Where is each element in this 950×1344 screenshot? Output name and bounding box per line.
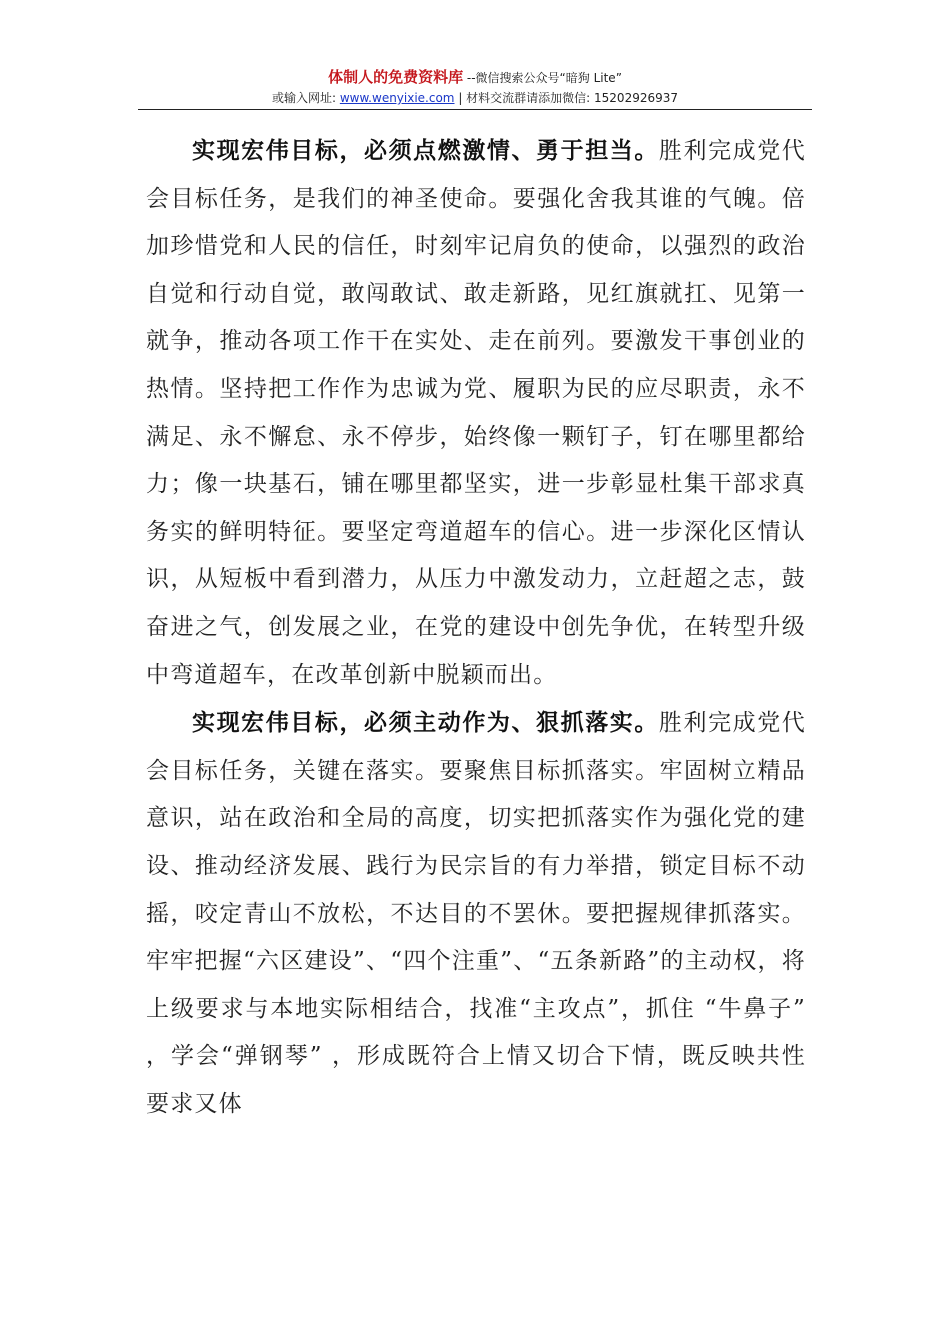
- header-line-2: [138, 88, 812, 108]
- document-body: [146, 127, 806, 1128]
- page-header: [138, 66, 812, 110]
- header-url-prefix: 或输入网址:: [271, 91, 340, 105]
- header-brand: 体制人的免费资料库: [328, 68, 464, 86]
- paragraph-2-lead: 实现宏伟目标，必须主动作为、狠抓落实。: [192, 709, 659, 737]
- paragraph-2: [146, 699, 806, 1128]
- paragraph-1: [146, 127, 806, 699]
- header-url-link[interactable]: www.wenyixie.com: [339, 91, 455, 105]
- paragraph-1-body: 胜利完成党代会目标任务，是我们的神圣使命。要强化舍我其谁的气魄。倍加珍惜党和人民的信任，时刻牢记肩负的使命，以强烈的政治自觉和行动自觉，敢闯敢试、敢走新路，见红旗就扛、见第一就争，推动各项工作干在实处、走在前列。要激发干事创业的热情。坚持把工作作为忠诚为党、履职为民的应尽职责，永不满足、永不懈怠、永不停步，始终像一颗钉子，钉在哪里都给力；像一块基石，铺在哪里都坚实，进一步彰显杜集干部求真务实的鲜明特征。要坚定弯道超车的信心。进一步深化区情认识，从短板中看到潜力，从压力中激发动力，立赶超之志，鼓奋进之气，创发展之业，在党的建设中创先争优，在转型升级中弯道超车，在改革创新中脱颖而出。: [146, 138, 806, 688]
- header-line-1: [138, 66, 812, 88]
- paragraph-2-body: 胜利完成党代会目标任务，关键在落实。要聚焦目标抓落实。牢固树立精品意识，站在政治和全局的高度，切实把抓落实作为强化党的建设、推动经济发展、践行为民宗旨的有力举措，锁定目标不动摇，咬定青山不放松，不达目的不罢休。要把握规律抓落实。牢牢把握“六区建设”、“四个注重”、“五条新路”的主动权，将上级要求与本地实际相结合，找准“主攻点”，抓住 “牛鼻子” ，学会“弹钢琴” ，形成既符合上情又切合下情，既反映共性要求又体: [146, 710, 806, 1117]
- header-tagline: --微信搜索公众号“暗狗 Lite”: [463, 71, 622, 85]
- paragraph-1-lead: 实现宏伟目标，必须点燃激情、勇于担当。: [192, 137, 659, 164]
- header-contact: | 材料交流群请添加微信: 15202926937: [454, 91, 679, 105]
